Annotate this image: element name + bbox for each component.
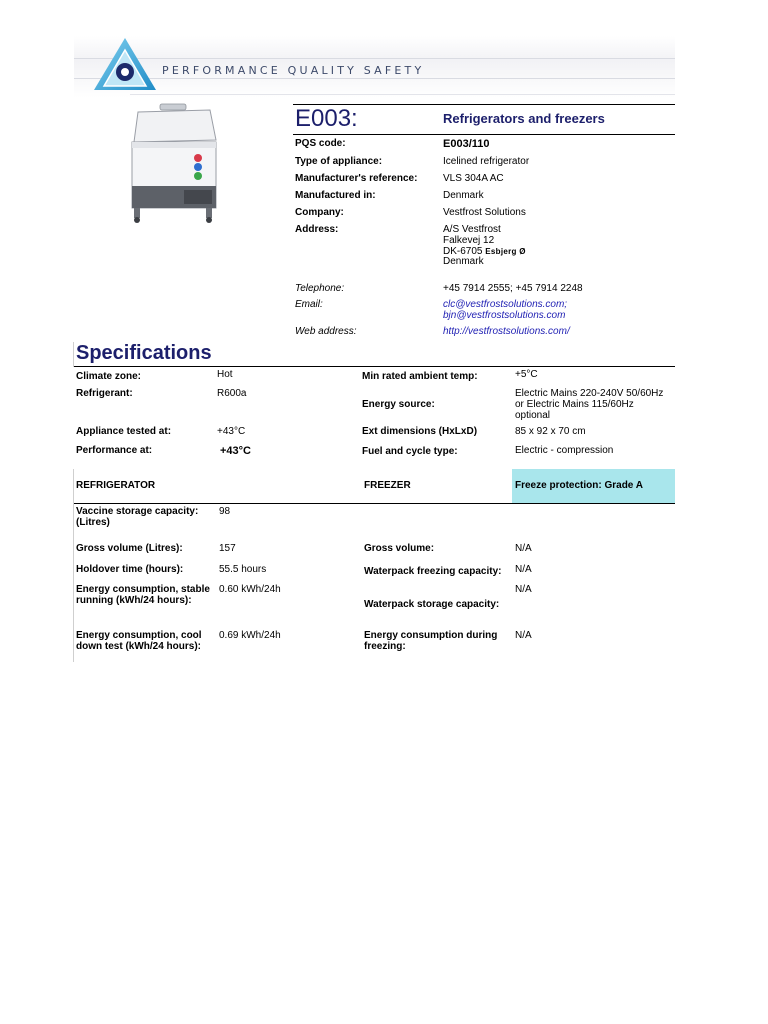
email-label: Email: [295,299,323,310]
energy-stable-label: Energy consumption, stable [76,584,210,595]
specifications-rule [74,366,675,367]
energy-source-value: Electric Mains 220-240V 50/60Hz [515,388,664,399]
energy-cooldown-label: down test (kWh/24 hours): [76,641,201,652]
email-link[interactable]: bjn@vestfrostsolutions.com [443,310,566,321]
web-address-label: Web address: [295,326,357,337]
waterpack-freezing-label: Waterpack freezing capacity: [364,566,502,577]
type-value: Icelined refrigerator [443,156,530,167]
company-value: Vestfrost Solutions [443,207,526,218]
manufactured-in-label: Manufactured in: [295,190,376,201]
min-ambient-temp-value: +5°C [515,369,538,380]
min-ambient-temp-label: Min rated ambient temp: [362,371,478,382]
header-tagline: PERFORMANCE QUALITY SAFETY [162,64,425,77]
freeze-protection-grade: Freeze protection: Grade A [515,480,643,491]
postal-code: DK-6705 [443,246,483,257]
gross-volume-value: 157 [219,543,236,554]
waterpack-storage-value: N/A [515,584,532,595]
climate-zone-value: Hot [217,369,233,380]
company-label: Company: [295,207,344,218]
energy-source-label: Energy source: [362,399,435,410]
refrigerant-label: Refrigerant: [76,388,133,399]
waterpack-freezing-value: N/A [515,564,532,575]
telephone-value: +45 7914 2555; +45 7914 2248 [443,283,583,294]
energy-source-value: or Electric Mains 115/60Hz [515,399,634,410]
banner-divider [130,94,675,95]
pqs-code-label: PQS code: [295,138,346,149]
freezer-section-heading: FREEZER [364,480,411,491]
holdover-time-label: Holdover time (hours): [76,564,184,575]
fuel-cycle-value: Electric - compression [515,445,614,456]
product-code-title: E003: [295,105,358,132]
address-line: Falkevej 12 [443,235,495,246]
manufacturer-reference-label: Manufacturer's reference: [295,173,418,184]
performance-value: +43°C [220,445,252,457]
waterpack-storage-label: Waterpack storage capacity: [364,599,500,610]
left-margin-rule [73,469,74,662]
product-category: Refrigerators and freezers [443,111,605,126]
vaccine-capacity-value: 98 [219,506,231,517]
refrigerator-section-heading: REFRIGERATOR [76,480,156,491]
type-label: Type of appliance: [295,156,383,167]
manufacturer-reference-value: VLS 304A AC [443,173,504,184]
tested-at-label: Appliance tested at: [76,426,172,437]
freezer-energy-value: N/A [515,630,532,641]
manufactured-in-value: Denmark [443,190,484,201]
address-label: Address: [295,224,339,235]
banner-divider [74,78,675,79]
pqs-code-value: E003/110 [443,138,490,150]
pqs-triangle-logo-icon [92,36,158,92]
refrigerant-value: R600a [217,388,247,399]
product-image-chest-refrigerator [124,100,220,224]
specifications-heading: Specifications [76,342,212,364]
tested-at-value: +43°C [217,426,246,437]
energy-stable-label: running (kWh/24 hours): [76,595,192,606]
energy-source-value: optional [515,410,551,421]
dimensions-label: Ext dimensions (HxLxD) [362,426,478,437]
address-line: Denmark [443,256,484,267]
fuel-cycle-label: Fuel and cycle type: [362,446,458,457]
web-address-link[interactable]: http://vestfrostsolutions.com/ [443,326,570,337]
freezer-gross-volume-label: Gross volume: [364,543,435,554]
vaccine-capacity-label: Vaccine storage capacity: [76,506,199,517]
dimensions-value: 85 x 92 x 70 cm [515,426,586,437]
energy-cooldown-label: Energy consumption, cool [76,630,202,641]
holdover-time-value: 55.5 hours [219,564,267,575]
title-rule [293,134,675,135]
address-line: A/S Vestfrost [443,224,501,235]
telephone-label: Telephone: [295,283,345,294]
banner-divider [74,58,675,59]
gross-volume-label: Gross volume (Litres): [76,543,183,554]
left-margin-rule [73,342,74,367]
freezer-energy-label: Energy consumption during [364,630,498,641]
city: Esbjerg Ø [485,247,526,256]
email-link[interactable]: clc@vestfrostsolutions.com; [443,299,568,310]
vaccine-capacity-label: (Litres) [76,517,110,528]
energy-cooldown-value: 0.69 kWh/24h [219,630,281,641]
section-rule [74,503,675,504]
climate-zone-label: Climate zone: [76,371,142,382]
performance-label: Performance at: [76,445,153,456]
energy-stable-value: 0.60 kWh/24h [219,584,281,595]
freezer-energy-label: freezing: [364,641,406,652]
freezer-gross-volume-value: N/A [515,543,532,554]
